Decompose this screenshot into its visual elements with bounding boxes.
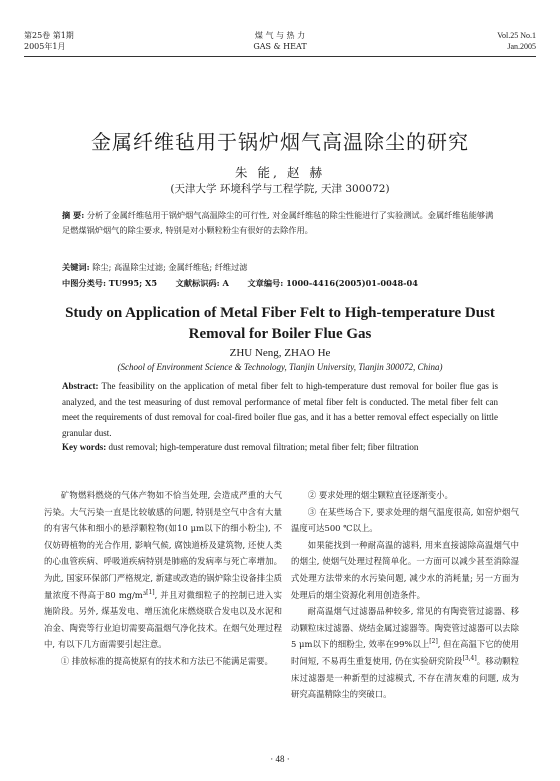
abstract-cn (62, 208, 498, 238)
page-number: · 48 · (270, 754, 290, 764)
body-text: , 但在高温下它的使用时间短, 不易再生重复使用, 仍在实验研究阶段 (291, 639, 519, 666)
abstract-cn-label: 摘 要: (62, 210, 85, 220)
body-text: , 并且对微细粒子的控制已进入实施阶段。另外, 煤基发电、增压流化床燃烧联合发电以及水泥和冶金、陶瓷等行业迫切需要高温烟气净化技术。在烟气处理过程中, 有以下几方面需要引起注意。 (44, 589, 283, 650)
body-text: 耐高温烟气过滤器品种较多, 常见的有陶瓷管过滤器、移动颗粒床过滤器、烧结金属过滤器等。陶瓷管过滤器可以去除5 μm以下的细粉尘, 效率在99%以上 (291, 606, 519, 650)
volume-cn: 第25卷 第1期 (24, 31, 74, 40)
date-cn: 2005年1月 (24, 42, 66, 51)
authors-en: ZHU Neng, ZHAO He (229, 347, 331, 359)
volume-en: Vol.25 No.1 (497, 31, 536, 40)
header-rule (24, 56, 536, 57)
body-text: 矿物燃料燃烧的气体产物如不恰当处理, 会造成严重的大气污染。大气污染一直是比较敏感的问题, 特别是空气中含有大量的有害气体和细小的悬浮颗粒物(如10 μm以下的细小粉尘), 不仅妨碍植物的光合作用, 影响气候, 腐蚀道桥及建筑物, 还使人类的心血管疾病、呼吸道疾病特别是肺癌的发病率与死亡率增加。为此, 国家环保部门严格规定, 新建或改造的锅炉除尘设备排尘质量浓度不得高于80 mg/m³ (44, 490, 282, 600)
body-paragraph: ① 排放标准的提高使原有的技术和方法已不能满足需要。 (60, 655, 273, 666)
article-number: 文章编号: 1000-4416(2005)01-0048-04 (247, 278, 418, 288)
keywords-en-text: dust removal; high-temperature dust removal filtration; metal fiber felt; fiber filtration (108, 442, 419, 452)
body-paragraph (44, 487, 282, 653)
affiliation-en: (School of Environment Science & Technology, Tianjin University, Tianjin 300072, China) (117, 362, 443, 372)
title-en: Study on Application of Metal Fiber Felt to High-temperature Dust Removal for Boiler Flue Gas (65, 305, 495, 342)
classification-line (62, 278, 498, 289)
header-right (497, 30, 536, 52)
body-text: 。移动颗粒床过滤器是一种新型的过滤模式, 不存在清灰难的问题, 成为研究高温精除尘的突破口。 (291, 655, 519, 700)
journal-cn: 煤 气 与 热 力 (254, 31, 306, 40)
body-paragraph: 如果能找到一种耐高温的滤料, 用来直接滤除高温烟气中的烟尘, 使烟气处理过程简单化。一方面可以减少甚至消除湿式处理方法带来的水污染问题, 减少水的消耗量; 另一方面为处理后的烟尘资源化利用创造条件。 (291, 539, 519, 600)
title-cn: 金属纤维毡用于锅炉烟气高温除尘的研究 (91, 130, 469, 154)
keywords-en-label: Key words: (62, 442, 107, 452)
authors-cn: 朱 能, 赵 赫 (235, 165, 325, 180)
clc-code: 中图分类号: TU995; X5 (62, 278, 158, 288)
body-paragraph: ③ 在某些场合下, 要求处理的烟气温度很高, 如窑炉烟气温度可达500 ℃以上。 (291, 506, 519, 534)
date-en: Jan.2005 (507, 42, 536, 51)
keywords-cn (62, 262, 498, 273)
running-header (24, 10, 536, 62)
keywords-en (62, 440, 498, 456)
keywords-cn-text: 除尘; 高温除尘过滤; 金属纤维毡; 纤维过滤 (92, 262, 248, 272)
citation: [3,4] (462, 655, 477, 663)
keywords-cn-label: 关键词: (62, 262, 90, 272)
citation: [2] (429, 638, 438, 646)
journal-en: GAS & HEAT (253, 42, 307, 51)
body-column-right (291, 487, 519, 703)
citation: [1] (146, 588, 155, 596)
header-center (24, 30, 536, 52)
body-column-left (44, 487, 282, 670)
abstract-en (62, 379, 498, 441)
body-paragraph (291, 603, 519, 703)
affiliation-cn: (天津大学 环境科学与工程学院, 天津 300072) (170, 183, 390, 195)
doc-code: 文献标识码: A (175, 278, 229, 288)
abstract-cn-text: 分析了金属纤维毡用于锅炉烟气高温除尘的可行性, 对金属纤维毡的除尘性能进行了实验测试。金属纤维毡能够满足燃煤锅炉烟气的除尘要求, 特别是对小颗粒粉尘有很好的去除作用。 (62, 210, 494, 235)
body-paragraph: ② 要求处理的烟尘颗粒直径逐渐变小。 (307, 490, 453, 500)
abstract-en-label: Abstract: (62, 381, 99, 391)
abstract-en-text: The feasibility on the application of metal fiber felt to high-temperature dust removal for boiler flue gas is analyzed, and the test measuring of dust removal performance of metal fiber felt is conducted. The metal fiber felt can meet the requirements of dust removal for coal-fired boiler flue gas, and it has a better removal effect especially on little granular dust. (62, 381, 498, 438)
